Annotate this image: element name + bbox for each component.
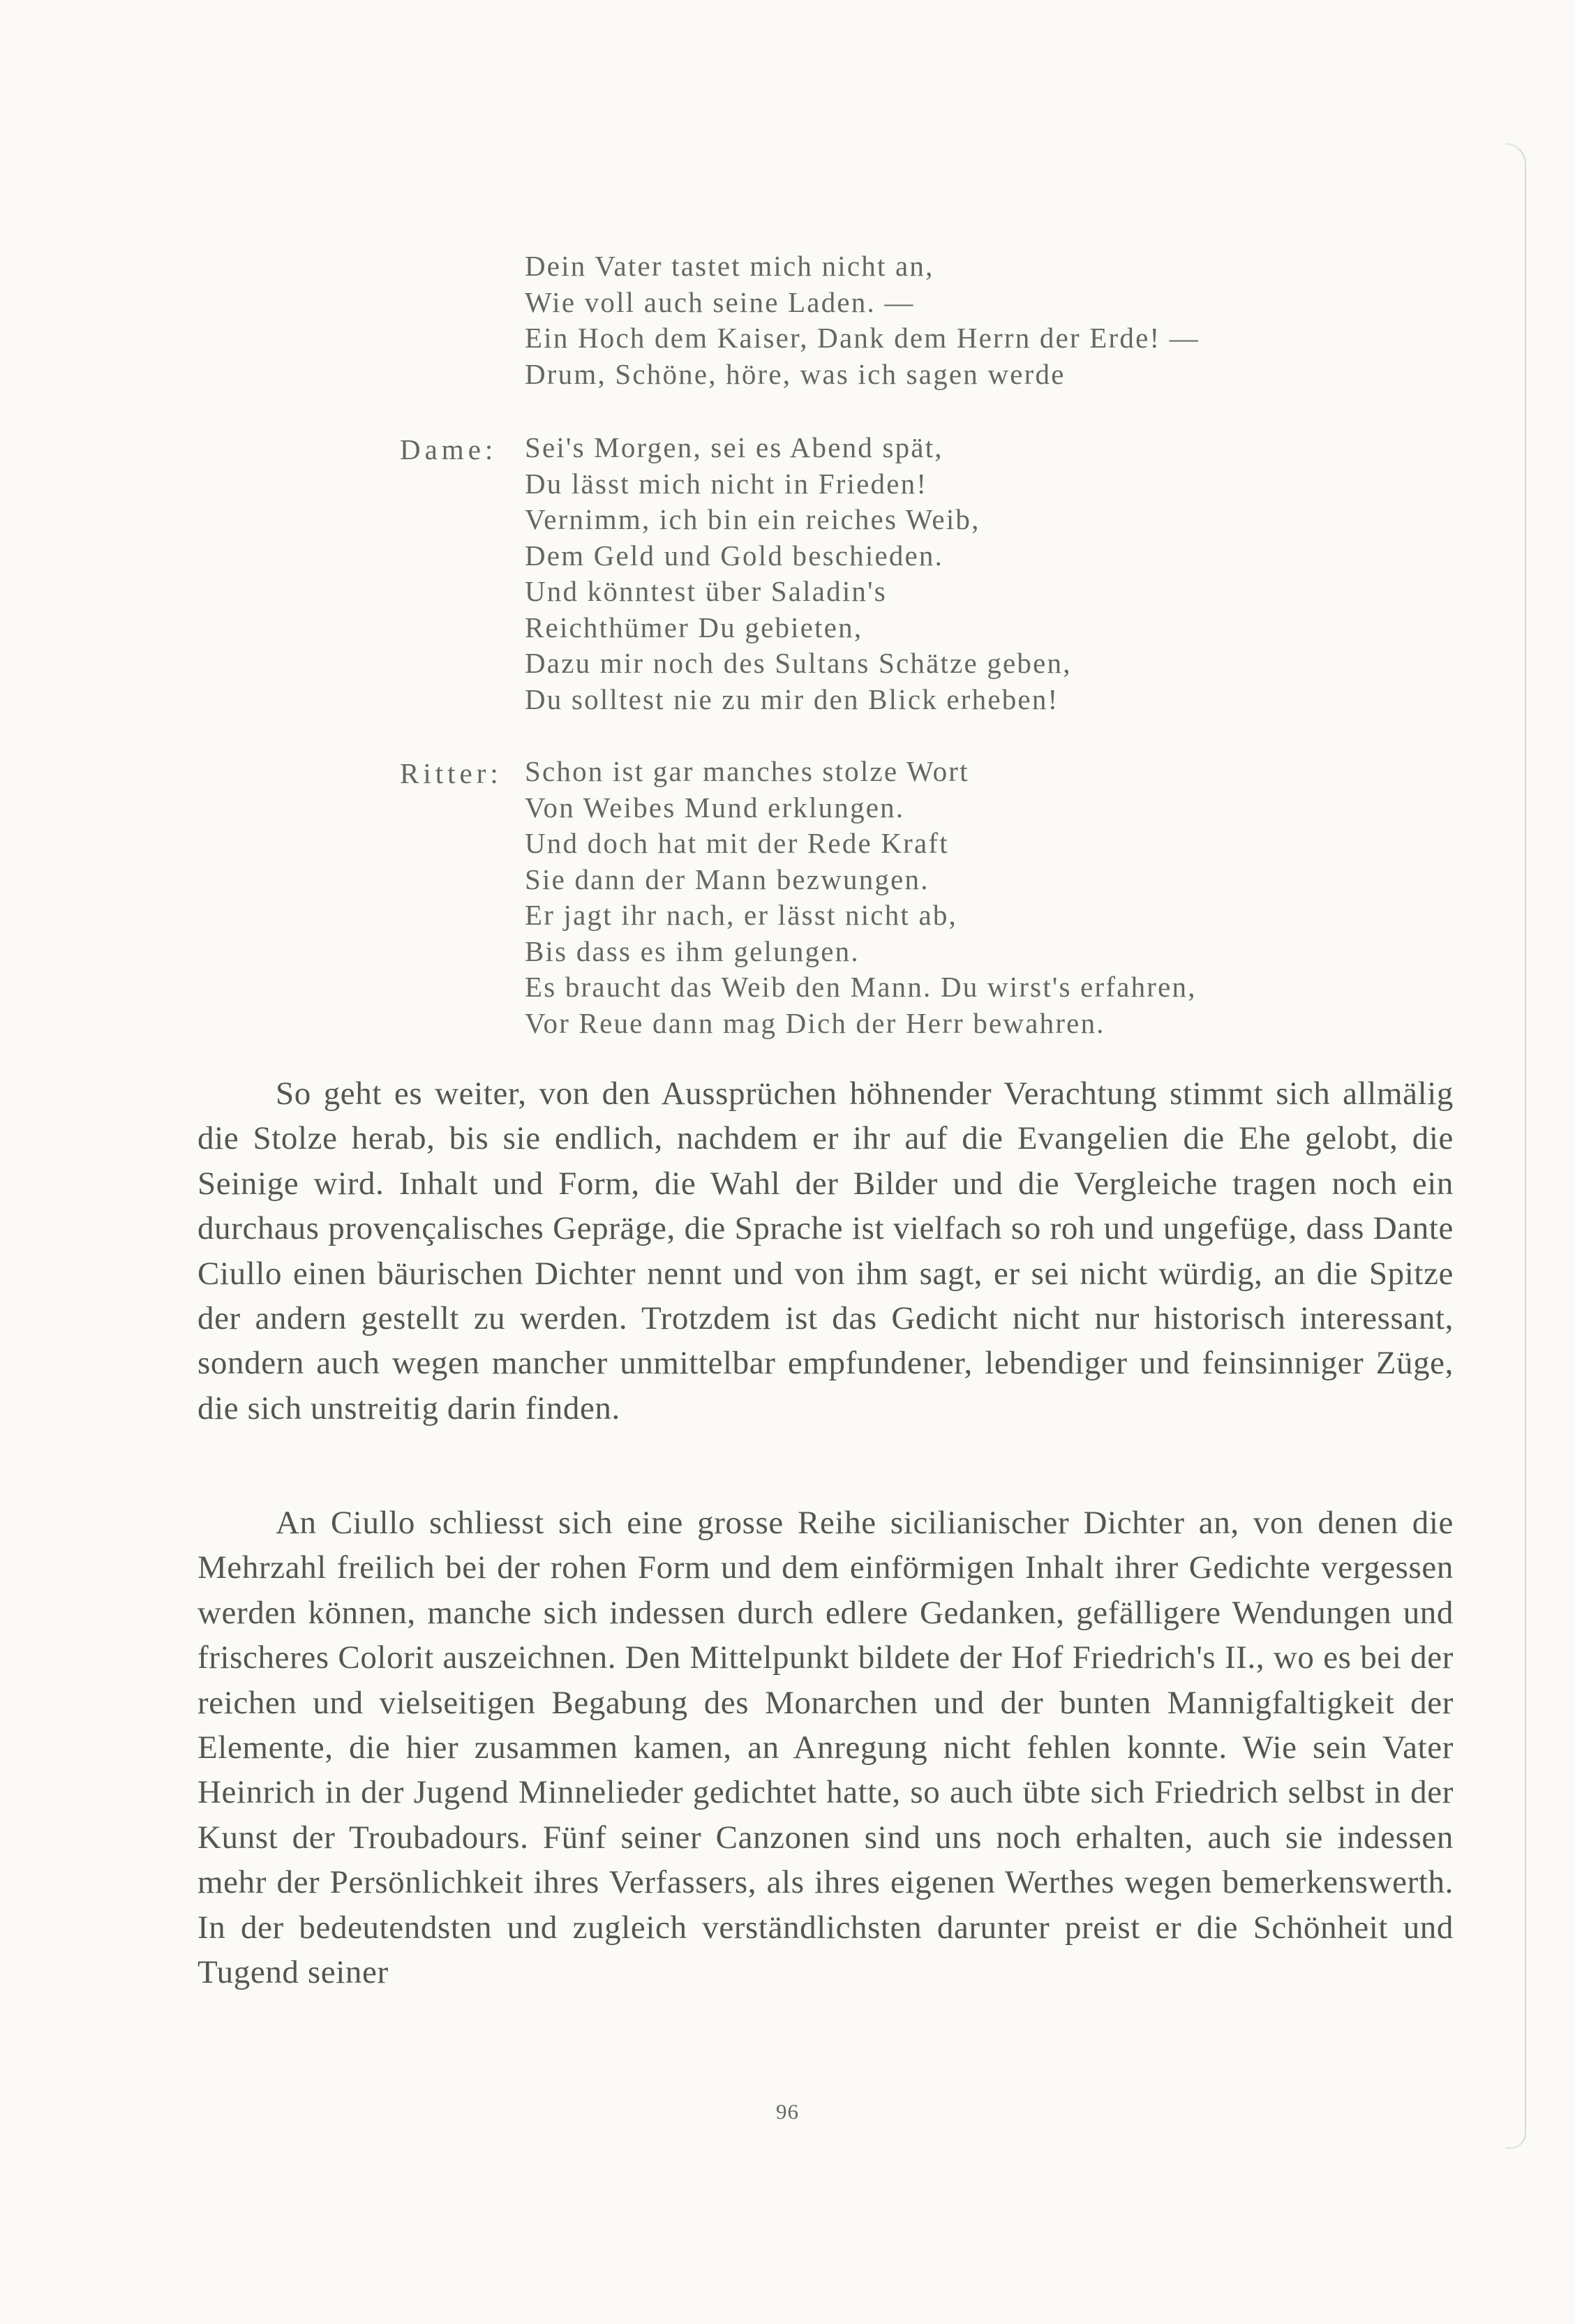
paragraph: So geht es weiter, von den Aussprüchen höhnender Verachtung stimmt sich allmälig die Stolze herab, bis sie endlich, nachdem er ihr auf die Evangelien die Ehe gelobt, die Seinige wird. Inhalt und Form, die Wahl der Bilder und die Vergleiche tragen noch ein durchaus provençalisches Gepräge, die Sprache ist vielfach so roh und ungefüge, dass Dante Ciullo einen bäurischen Dichter nennt und von ihm sagt, er sei nicht würdig, an die Spitze der andern gestellt zu werden. Trotzdem ist das Gedicht nicht nur historisch interessant, sondern auch wegen mancher unmittelbar empfundener, lebendiger und feinsinniger Züge, die sich unstreitig darin finden. xyxy=(197,1075,1454,1427)
verse-line: Du solltest nie zu mir den Blick erheben! xyxy=(525,683,1059,715)
page-number: 96 xyxy=(776,2099,799,2124)
stanza-knight-continued xyxy=(525,248,1200,392)
paragraph: An Ciullo schliesst sich eine grosse Reihe sicilianischer Dichter an, von denen die Mehrzahl freilich bei der rohen Form und dem einförmigen Inhalt ihrer Gedichte vergessen werden können, manche sich indessen durch edlere Gedanken, gefälligere Wendungen und frischeres Colorit auszeichnen. Den Mittelpunkt bildete der Hof Friedrich's II., wo es bei der reichen und vielseitigen Begabung des Monarchen und der bunten Mannigfaltigkeit der Elemente, die hier zusammen kamen, an Anregung nicht fehlen konnte. Wie sein Vater Heinrich in der Jugend Minnelieder gedichtet hatte, so auch übte sich Friedrich selbst in der Kunst der Troubadours. Fünf seiner Canzonen sind uns noch erhalten, auch sie indessen mehr der Persönlichkeit ihres Verfassers, als ihres eigenen Werthes wegen bemerkenswerth. In der bedeutendsten und zugleich verständlichsten darunter preist er die Schönheit und Tugend seiner xyxy=(197,1505,1454,1991)
prose-paragraph-1 xyxy=(197,1071,1454,1431)
verse-line: Dem Geld und Gold beschieden. xyxy=(525,539,944,572)
verse-line: Und könntest über Saladin's xyxy=(525,575,887,607)
speaker-dame: Dame: xyxy=(400,433,498,465)
verse-line: Und doch hat mit der Rede Kraft xyxy=(525,827,949,859)
verse-line: Sei's Morgen, sei es Abend spät, xyxy=(525,431,943,463)
verse-line: Du lässt mich nicht in Frieden! xyxy=(525,467,928,500)
verse-line: Von Weibes Mund erklungen. xyxy=(525,791,905,824)
verse-line: Es braucht das Weib den Mann. Du wirst's erfahren, xyxy=(525,971,1197,1003)
verse-line: Vernimm, ich bin ein reiches Weib, xyxy=(525,503,980,535)
verse-line: Sie dann der Mann bezwungen. xyxy=(525,863,930,895)
stanza-ritter xyxy=(525,754,1197,1041)
verse-line: Wie voll auch seine Laden. — xyxy=(525,285,915,318)
verse-line: Dein Vater tastet mich nicht an, xyxy=(525,250,934,282)
verse-line: Drum, Schöne, höre, was ich sagen werde xyxy=(525,357,1066,390)
verse-line: Vor Reue dann mag Dich der Herr bewahren. xyxy=(525,1006,1105,1039)
stanza-dame xyxy=(525,430,1072,717)
verse-line: Schon ist gar manches stolze Wort xyxy=(525,755,969,787)
verse-line: Reichthümer Du gebieten, xyxy=(525,611,863,643)
verse-line: Dazu mir noch des Sultans Schätze geben, xyxy=(525,647,1072,679)
verse-line: Ein Hoch dem Kaiser, Dank dem Herrn der Erde! — xyxy=(525,322,1200,354)
verse-line: Bis dass es ihm gelungen. xyxy=(525,934,860,967)
prose-paragraph-2 xyxy=(197,1500,1454,1995)
verse-line: Er jagt ihr nach, er lässt nicht ab, xyxy=(525,899,957,931)
speaker-ritter: Ritter: xyxy=(400,757,502,789)
page-edge-decoration xyxy=(1505,143,1526,2149)
